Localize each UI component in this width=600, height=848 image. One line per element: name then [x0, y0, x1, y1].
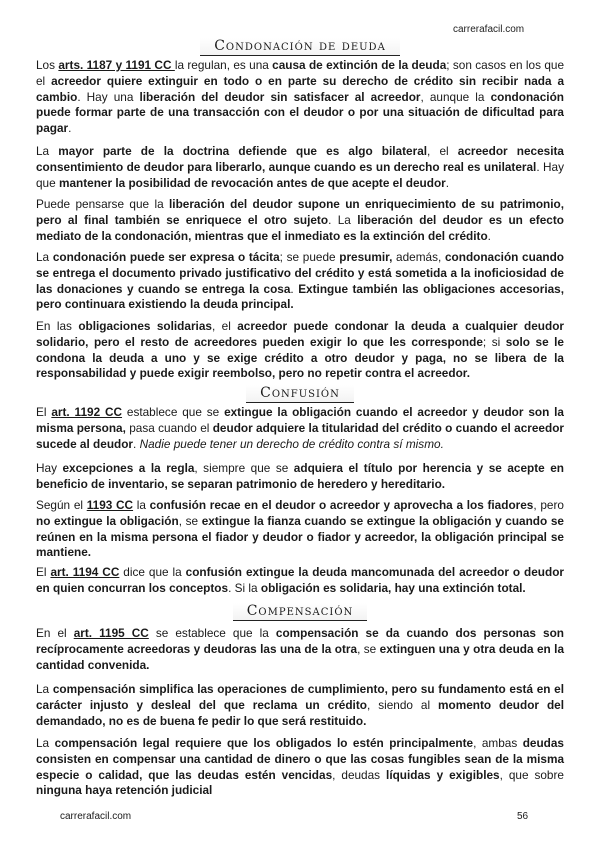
text-run: causa de extinción de la deuda [272, 58, 447, 72]
text-run: , el [211, 319, 238, 333]
text-run: La [36, 250, 53, 264]
paragraph [36, 498, 564, 561]
text-run: deudor adquiere la titularidad del crédito o cuando el acreedor sucede al deudor [36, 420, 564, 451]
text-run: El [36, 565, 51, 579]
article-reference: art. 1194 CC [50, 565, 120, 579]
paragraph [36, 319, 564, 382]
text-run: confusión recae en el deudor o acreedor y aprovecha a los fiadores [149, 498, 534, 512]
text-run: Según el [36, 498, 87, 512]
article-reference: art. 1192 CC [51, 405, 123, 419]
text-run: En el [36, 626, 74, 640]
paragraph [36, 461, 564, 493]
text-run: , deudas [332, 767, 387, 782]
paragraph [36, 58, 564, 137]
text-run: La [36, 736, 55, 750]
text-run: liberación del deudor supone un enriquecimiento de su patrimonio, pero al final también se enriquece el otro sujeto [36, 197, 564, 227]
section-title-condonacion [0, 38, 600, 54]
text-run: establece que se [122, 405, 225, 419]
text-run: Nadie puede tener un derecho de crédito contra sí mismo. [139, 436, 444, 451]
paragraph [36, 250, 564, 313]
footer-site-name: carrerafacil.com [60, 811, 132, 822]
text-run: la [133, 498, 150, 512]
text-run: compensación se da cuando dos personas son recíprocamente acreedoras y deudoras las una de la otra [36, 626, 565, 656]
text-run: , se [178, 513, 202, 528]
text-run: La [36, 144, 59, 158]
text-run: excepciones a la regla [62, 461, 195, 475]
text-run: , siempre que se [194, 461, 294, 475]
text-run: no extingue la obligación [36, 513, 179, 528]
text-run: extingue la obligación cuando el acreedor y deudor son la misma persona, [36, 405, 564, 435]
text-run: confusión extingue la deuda mancomunada del acreedor o deudor en quien concurran los conceptos [36, 565, 565, 595]
text-run: líquidas y exigibles [386, 767, 500, 782]
paragraph [36, 197, 564, 244]
text-run: además, [392, 250, 445, 264]
text-run: adquiera el título por herencia y se acepte en beneficio de inventario, se separan patrimonio de heredero y hereditario. [36, 461, 564, 491]
article-reference: arts. 1187 y 1191 CC [58, 58, 175, 72]
text-run: compensación legal requiere que los obligados lo estén principalmente [54, 736, 474, 750]
text-run: En las [36, 319, 79, 333]
text-run: , siendo al [366, 697, 439, 712]
text-run: solo se le condona la deuda a uno y se exige crédito a otro deudor y paga, no se libera de la responsabilidad y puede exigir reembolso, pero no repetir contra el acreedor. [36, 334, 564, 381]
text-run: , aunque la [420, 89, 491, 104]
text-run: extinguen una y otra deuda en la cantidad convenida. [36, 641, 565, 672]
text-run: mayor parte de la doctrina defiende que es algo bilateral [58, 144, 428, 158]
text-run: momento deudor del demandado, no es de buena fe pedir lo que será restituido. [36, 697, 564, 728]
paragraph [36, 626, 564, 673]
page-number: 56 [517, 811, 529, 822]
text-run: acreedor necesita consentimiento de deudor para liberarlo, aunque cuando es un derecho real es unilateral [36, 144, 564, 174]
text-run: pasa cuando el [125, 420, 213, 435]
text-run: . [68, 121, 72, 136]
section-title-confusion [0, 385, 600, 401]
text-run: condonación puede ser expresa o tácita [52, 250, 280, 264]
text-run: liberación del deudor es un efecto mediato de la condonación, mientras que el inmediato es la extinción del crédito [36, 212, 564, 243]
text-run: mantener la posibilidad de revocación antes de que acepte el deudor [58, 175, 446, 190]
text-run: ; son casos en los que el [36, 58, 565, 88]
text-run: la regulan, es una [174, 58, 273, 72]
section-title-text: Confusión [246, 385, 354, 403]
header-site-name: carrerafacil.com [453, 24, 525, 35]
text-run: ; si [482, 334, 506, 349]
text-run: , el [427, 144, 458, 158]
text-run: . [290, 281, 299, 296]
text-run: deudas consisten en compensar una cantidad de dinero o que las cosas fungibles sean de la misma especie o calidad, que las deudas estén vencidas [36, 736, 564, 782]
section-title-text: Condonación de deuda [200, 38, 400, 56]
text-run: Extingue también las obligaciones accesorias, pero continuara existiendo la deuda principal. [36, 281, 564, 312]
text-run: El [36, 405, 52, 419]
text-run: acreedor quiere extinguir en todo o en parte su derecho de crédito sin recibir nada a cambio [36, 73, 564, 104]
paragraph [36, 144, 564, 191]
text-run: obligaciones solidarias [78, 319, 212, 333]
text-run: . [487, 228, 491, 243]
text-run: . [445, 175, 450, 190]
text-run: . Si la [228, 580, 261, 595]
text-run: presumir, [339, 250, 393, 264]
text-run: obligación es solidaria, hay una extinción total. [260, 580, 526, 595]
text-run: dice que la [119, 565, 186, 579]
text-run: . [133, 436, 140, 451]
text-run: . La [328, 212, 358, 227]
paragraph [36, 682, 564, 729]
section-title-compensacion [0, 603, 600, 619]
text-run: , que sobre [499, 767, 564, 782]
text-run: , se [357, 641, 380, 656]
text-run: Puede pensarse que la [36, 197, 170, 211]
text-run: ninguna haya retención judicial [36, 783, 213, 798]
text-run: se establece que la [148, 626, 276, 640]
text-run: ; se puede [279, 250, 340, 264]
text-run: extingue la fianza cuando se extingue la obligación y cuando se reúnen en la misma persona el fiador y deudor o fiador y acreedor, la obligación principal se mantiene. [36, 513, 564, 560]
text-run: La [36, 682, 53, 696]
text-run: condonación cuando se entrega el documento privado justificativo del crédito y está sometida a la inoficiosidad de las donaciones y cuando se entrega la cosa [36, 250, 564, 296]
paragraph [36, 565, 564, 597]
text-run: Los [36, 58, 59, 72]
text-run: Hay [36, 461, 63, 475]
section-title-text: Compensación [233, 603, 368, 621]
text-run: liberación del deudor sin satisfacer al acreedor [139, 89, 421, 104]
text-run: , pero [533, 498, 564, 512]
text-run: condonación puede formar parte de una transacción con el deudor o por una situación de dificultad para pagar [36, 89, 564, 136]
article-reference: 1193 CC [86, 498, 134, 512]
text-run: compensación simplifica las operaciones de cumplimiento, pero su fundamento está en el carácter injusto y desleal del que reclama un crédito [36, 682, 564, 712]
text-run: , ambas [473, 736, 523, 750]
article-reference: art. 1195 CC [73, 626, 149, 640]
text-run: . Hay que [36, 159, 564, 190]
text-run: acreedor puede condonar la deuda a cualquier deudor solidario, pero el resto de acreedores pueden exigir lo que les corresponde [36, 319, 565, 349]
text-run: . Hay una [77, 89, 140, 104]
paragraph [36, 405, 564, 452]
paragraph [36, 736, 564, 799]
